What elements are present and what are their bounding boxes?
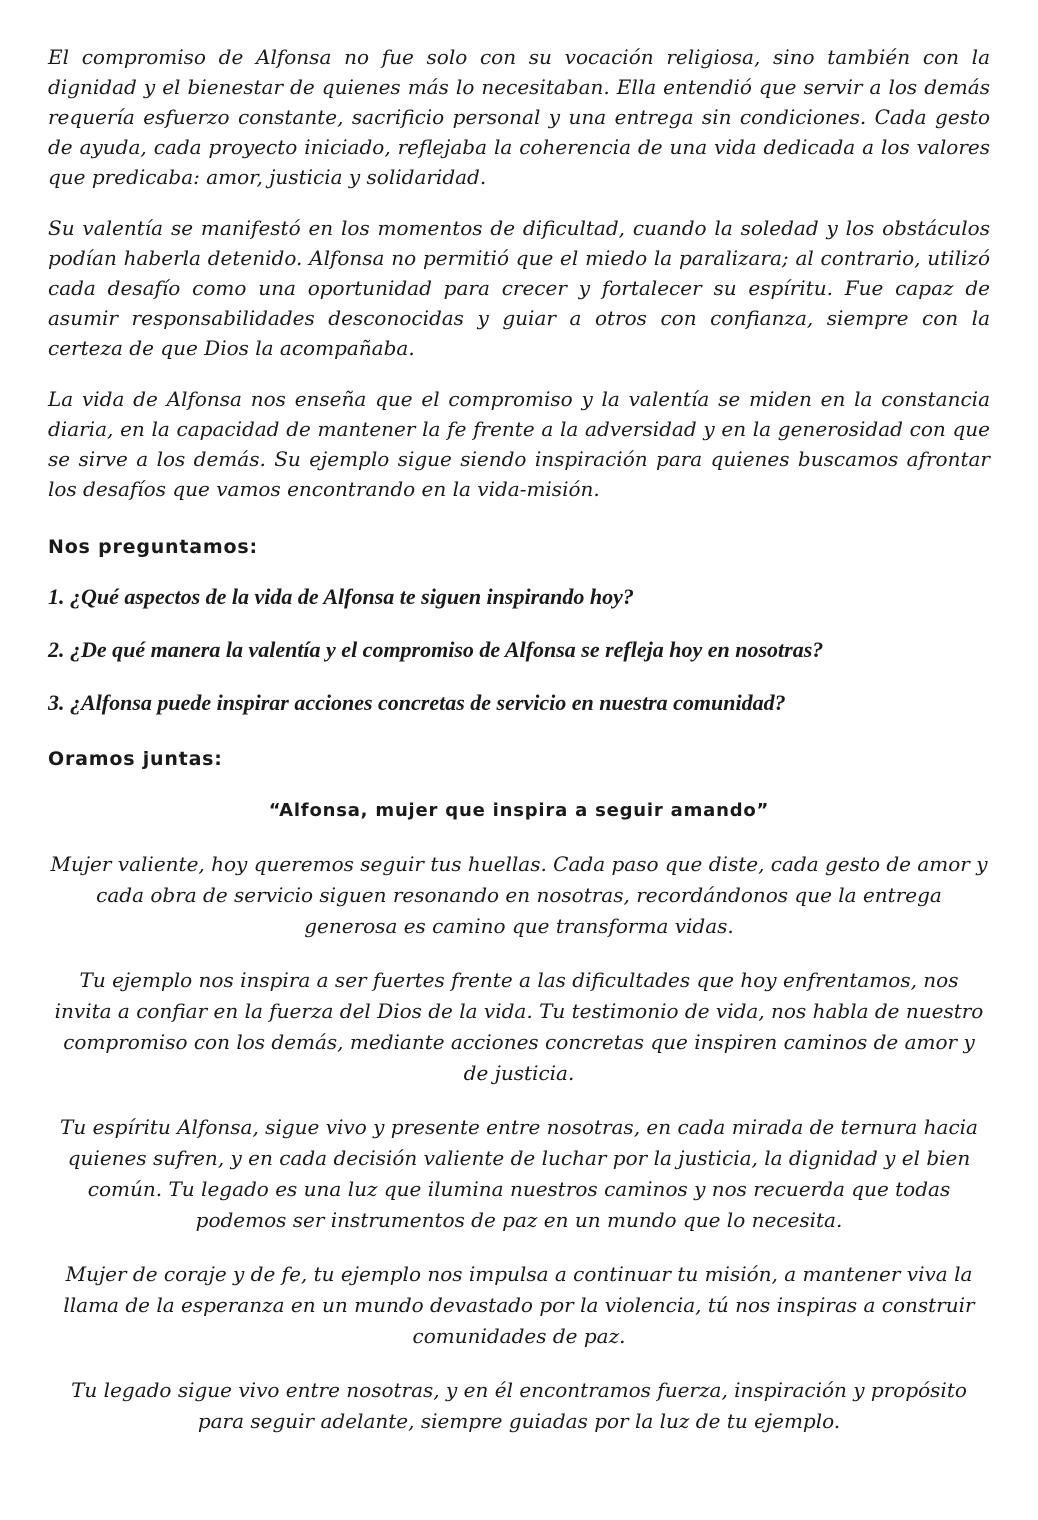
question-item-1: 1. ¿Qué aspectos de la vida de Alfonsa te siguen inspirando hoy? — [48, 584, 634, 609]
prayer-paragraph-2: Tu ejemplo nos inspira a ser fuertes frente a las dificultades que hoy enfrentamos, nos invita a confiar en la fuerza del Dios de la vida. Tu testimonio de vida, nos habla de nuestro compromiso con los demás, mediante acciones concretas que inspiren caminos de amor y de justicia. — [54, 968, 984, 1085]
prayer-heading: Oramos juntas: — [48, 748, 223, 770]
questions-heading: Nos preguntamos: — [48, 536, 258, 558]
prayer-quote-title: “Alfonsa, mujer que inspira a seguir amando” — [268, 800, 770, 821]
prayer-section — [48, 748, 990, 1437]
intro-paragraph-3: La vida de Alfonsa nos enseña que el compromiso y la valentía se miden en la constancia diaria, en la capacidad de mantener la fe frente a la adversidad y en la generosidad con que se sirve a los demás. Su ejemplo sigue siendo inspiración para quienes buscamos afrontar los desafíos que vamos encontrando en la vida-misión. — [48, 387, 990, 501]
intro-paragraph-1: El compromiso de Alfonsa no fue solo con su vocación religiosa, sino también con la dignidad y el bienestar de quienes más lo necesitaban. Ella entendió que servir a los demás requería esfuerzo constante, sacrificio personal y una entrega sin condiciones. Cada gesto de ayuda, cada proyecto iniciado, reflejaba la coherencia de una vida dedicada a los valores que predicaba: amor, justicia y solidaridad. — [48, 45, 990, 189]
question-item-2: 2. ¿De qué manera la valentía y el compromiso de Alfonsa se refleja hoy en nosotras? — [48, 637, 824, 662]
question-item-3: 3. ¿Alfonsa puede inspirar acciones concretas de servicio en nuestra comunidad? — [48, 690, 786, 715]
intro-section — [48, 42, 990, 504]
prayer-paragraph-4: Mujer de coraje y de fe, tu ejemplo nos impulsa a continuar tu misión, a mantener viva la llama de la esperanza en un mundo devastado por la violencia, tú nos inspiras a construir comunidades de paz. — [63, 1262, 975, 1348]
prayer-paragraph-5: Tu legado sigue vivo entre nosotras, y en él encontramos fuerza, inspiración y propósito para seguir adelante, siempre guiadas por la luz de tu ejemplo. — [71, 1378, 967, 1433]
prayer-paragraph-3: Tu espíritu Alfonsa, sigue vivo y presente entre nosotras, en cada mirada de ternura hacia quienes sufren, y en cada decisión valiente de luchar por la justicia, la dignidad y el bien común. Tu legado es una luz que ilumina nuestros caminos y nos recuerda que todas podemos ser instrumentos de paz en un mundo que lo necesita. — [60, 1115, 978, 1232]
intro-paragraph-2: Su valentía se manifestó en los momentos de dificultad, cuando la soledad y los obstáculos podían haberla detenido. Alfonsa no permitió que el miedo la paralizara; al contrario, utilizó cada desafío como una oportunidad para crecer y fortalecer su espíritu. Fue capaz de asumir responsabilidades desconocidas y guiar a otros con confianza, siempre con la certeza de que Dios la acompañaba. — [48, 216, 990, 360]
questions-section — [48, 536, 990, 716]
prayer-paragraph-1: Mujer valiente, hoy queremos seguir tus huellas. Cada paso que diste, cada gesto de amor y cada obra de servicio siguen resonando en nosotras, recordándonos que la entrega generosa es camino que transforma vidas. — [50, 852, 988, 938]
